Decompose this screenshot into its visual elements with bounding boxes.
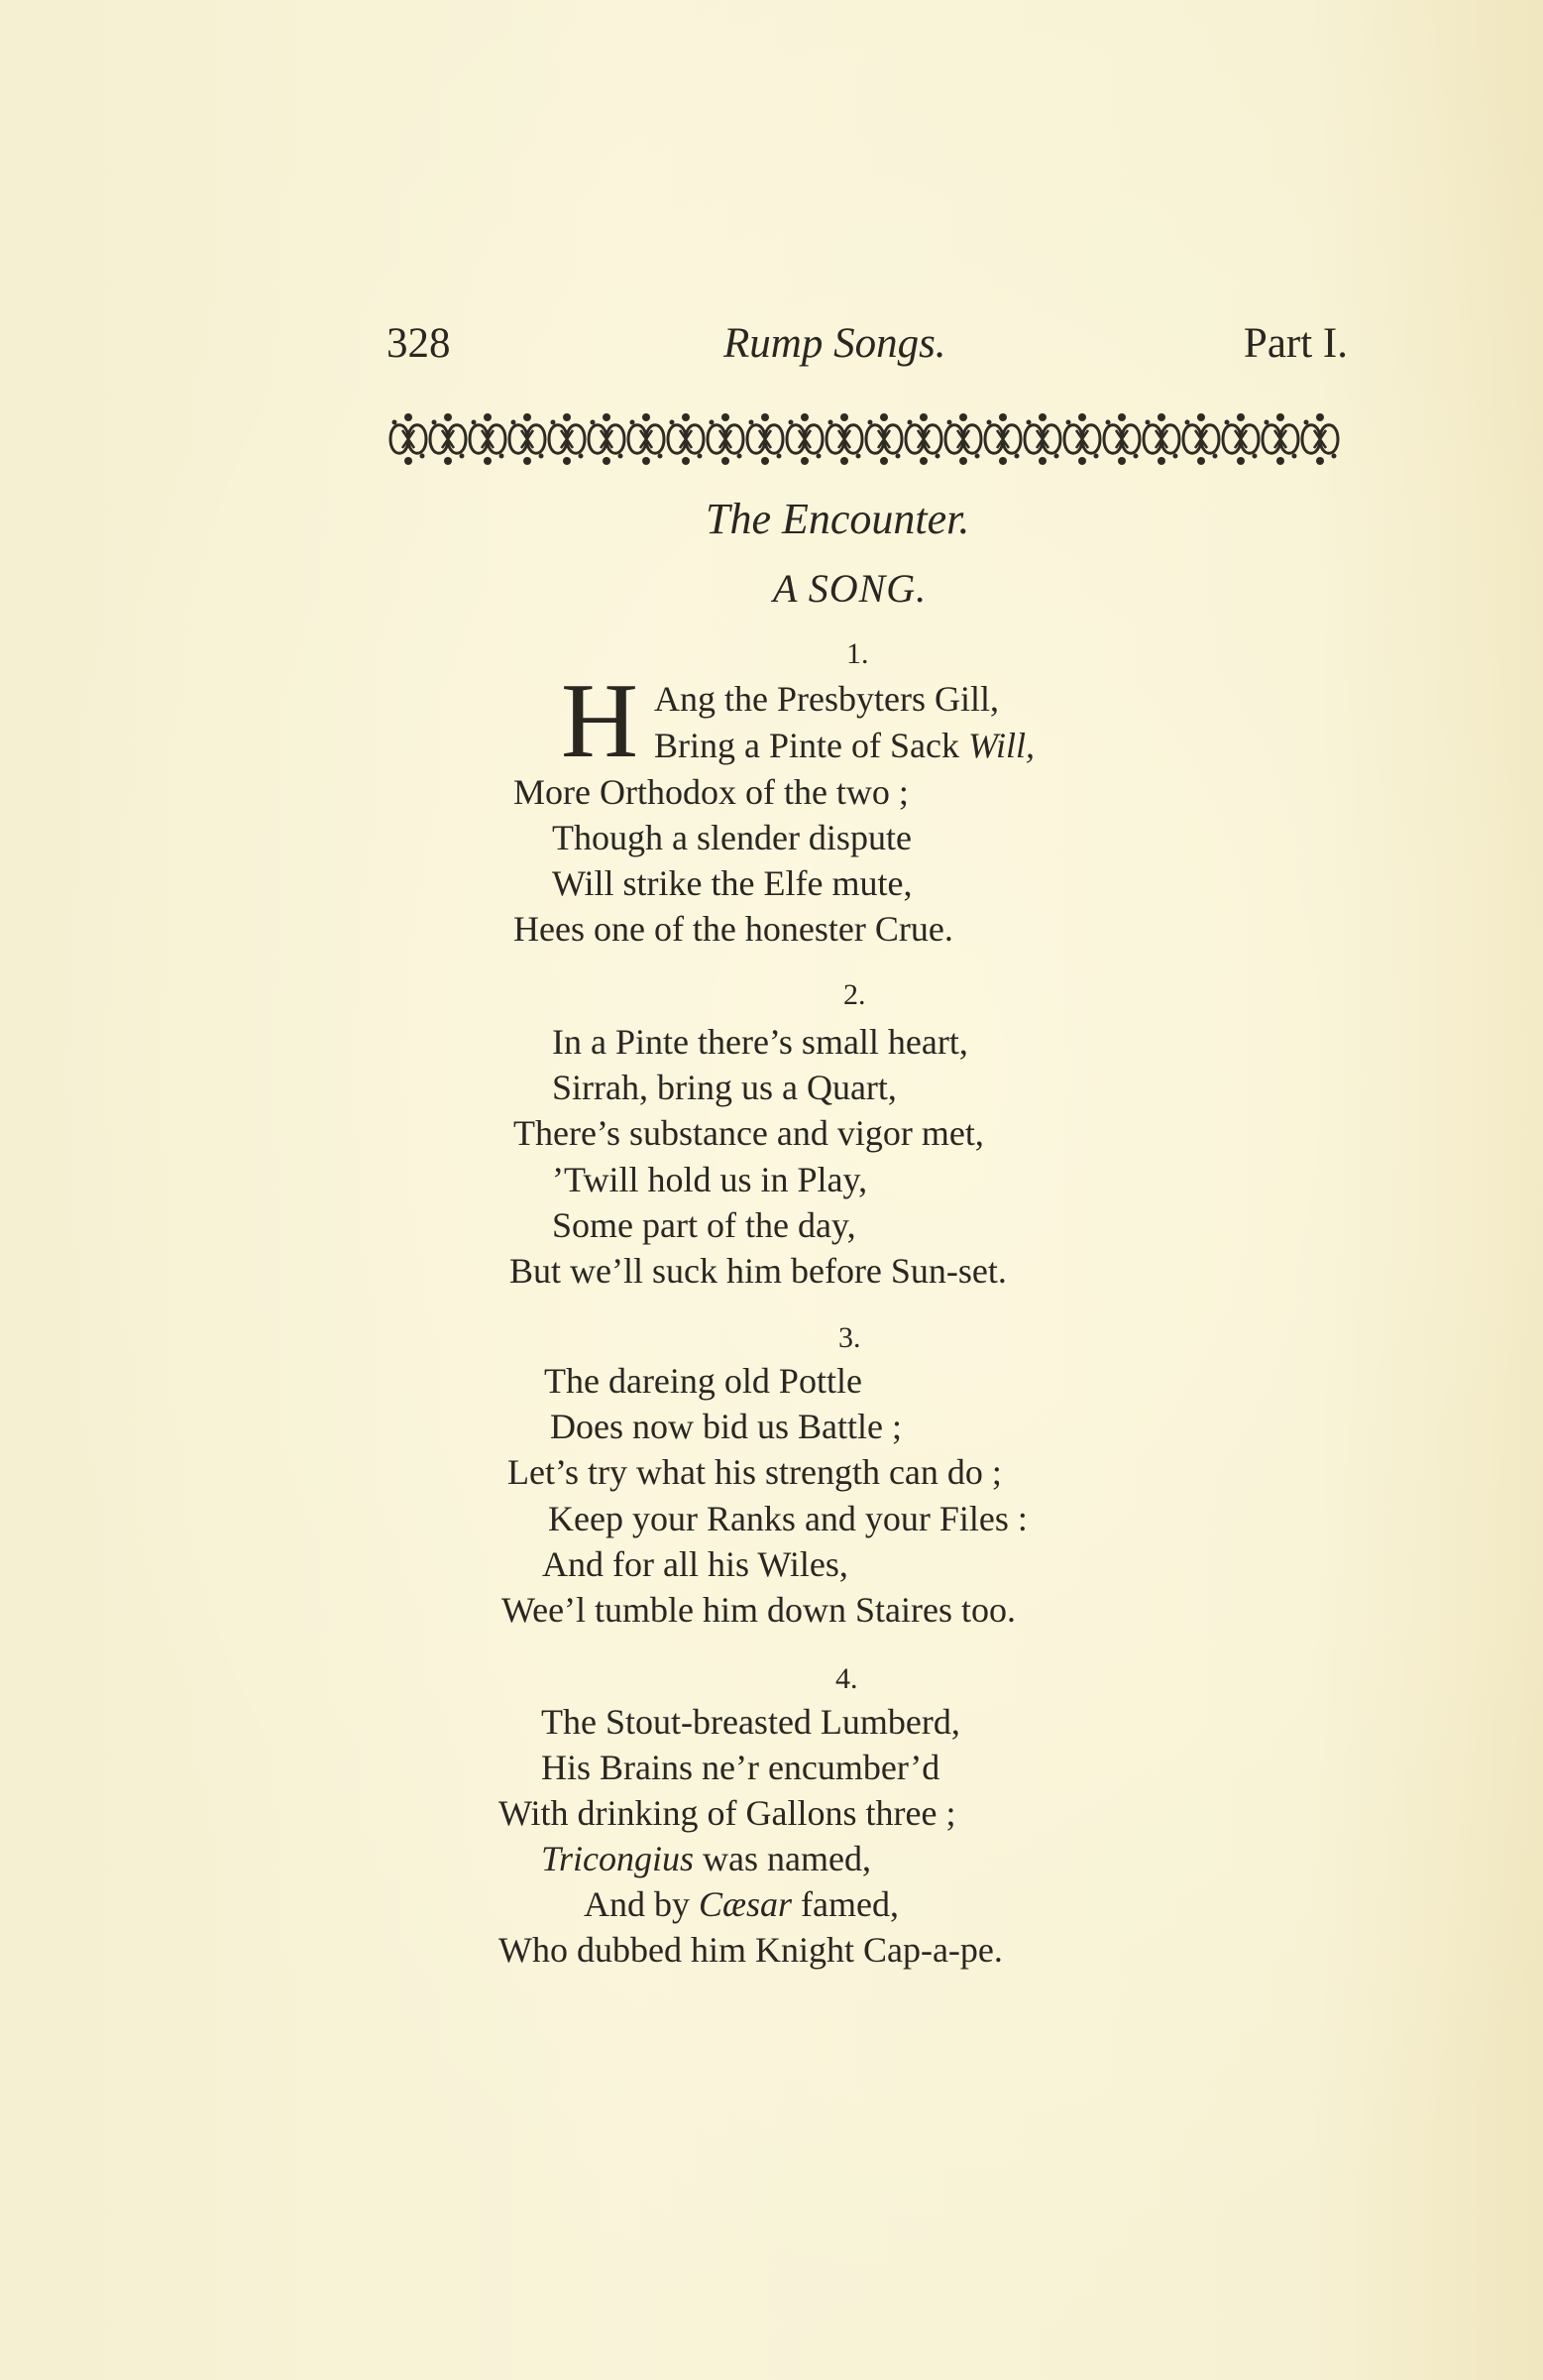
- poem-line: [584, 1886, 899, 1922]
- poem-subtitle: A SONG.: [773, 566, 928, 611]
- poem-title: The Encounter.: [706, 495, 970, 543]
- poem-line-text: Bring a Pinte of Sack: [654, 726, 959, 765]
- stanza-number: 3.: [838, 1321, 861, 1354]
- poem-line: Though a slender dispute: [552, 818, 912, 857]
- poem-line: In a Pinte there’s small heart,: [552, 1022, 968, 1062]
- stanza-number: 1.: [846, 637, 869, 670]
- drop-cap: H: [561, 662, 638, 780]
- poem-line: Sirrah, bring us a Quart,: [552, 1068, 897, 1107]
- poem-line: Ang the Presbyters Gill,: [654, 679, 999, 719]
- stanza-number: 2.: [843, 978, 866, 1011]
- poem-line: Does now bid us Battle ;: [550, 1407, 902, 1446]
- poem-line: Wee’l tumble him down Staires too.: [501, 1590, 1017, 1630]
- stanza-number: 4.: [835, 1662, 858, 1695]
- poem-line: Hees one of the honester Crue.: [513, 909, 953, 949]
- running-title: Rump Songs.: [723, 320, 946, 367]
- poem-line-italic: Tricongius: [541, 1839, 695, 1878]
- ornament-band-graphic: [386, 408, 1343, 470]
- poem-line: The Stout-breasted Lumberd,: [541, 1702, 960, 1742]
- poem-line: Will strike the Elfe mute,: [552, 863, 913, 903]
- decorative-band: [386, 408, 1343, 470]
- running-header: [386, 319, 1348, 379]
- poem-line: His Brains ne’r encumber’d: [541, 1748, 940, 1787]
- poem-line: With drinking of Gallons three ;: [498, 1793, 956, 1833]
- poem-line: Let’s try what his strength can do ;: [507, 1452, 1002, 1492]
- poem-line-text: famed,: [801, 1884, 899, 1924]
- poem-line: There’s substance and vigor met,: [513, 1113, 984, 1153]
- poem-line: The dareing old Pottle: [544, 1361, 862, 1401]
- poem-line: [541, 1841, 871, 1876]
- poem-line: Keep your Ranks and your Files :: [548, 1499, 1028, 1538]
- poem-line-prefix: And by: [584, 1884, 690, 1924]
- poem-line: [654, 728, 1035, 763]
- poem-line-italic: Cæsar: [699, 1884, 793, 1924]
- poem-line: ’Twill hold us in Play,: [552, 1160, 868, 1199]
- poem-line-italic: Will,: [967, 726, 1035, 765]
- part-label: Part I.: [1243, 320, 1348, 367]
- page-number: 328: [386, 320, 451, 367]
- poem-line: And for all his Wiles,: [542, 1544, 848, 1584]
- poem-line: Some part of the day,: [552, 1205, 856, 1245]
- poem-line: Who dubbed him Knight Cap-a-pe.: [498, 1930, 1003, 1970]
- poem-line: But we’ll suck him before Sun-set.: [509, 1251, 1007, 1291]
- poem-line: More Orthodox of the two ;: [513, 772, 909, 812]
- poem-line-text: was named,: [703, 1839, 871, 1878]
